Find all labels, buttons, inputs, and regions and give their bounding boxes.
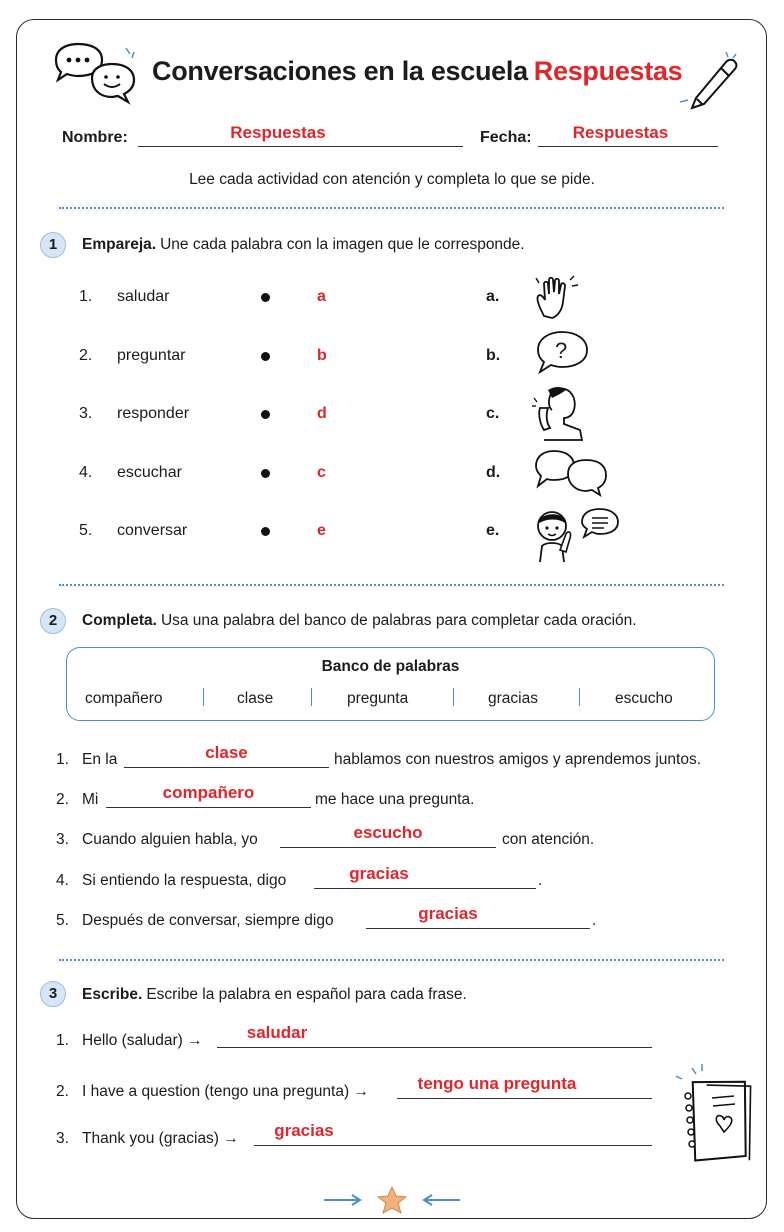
match-letter: b. — [486, 347, 501, 364]
match-answer: c — [317, 464, 326, 481]
word-bank — [66, 647, 715, 721]
sentence-before: Después de conversar, siempre digo — [82, 912, 334, 929]
match-dot[interactable] — [261, 293, 270, 302]
match-letter: e. — [486, 522, 500, 539]
sentence-blank[interactable] — [106, 783, 311, 808]
word-bank-separator — [203, 688, 204, 706]
match-word: conversar — [117, 522, 188, 539]
section-1-number: 1 — [40, 232, 66, 258]
sentence-before: Cuando alguien habla, yo — [82, 831, 258, 848]
section-1-heading — [82, 236, 525, 254]
sentence-answer: gracias — [349, 864, 409, 883]
match-letter: d. — [486, 464, 501, 481]
translate-blank[interactable] — [217, 1023, 652, 1048]
section-3-instruction: Escribe la palabra en español para cada frase. — [146, 986, 467, 1003]
translate-prompt: I have a question (tengo una pregunta) → — [82, 1083, 369, 1100]
match-answer: d — [317, 405, 327, 422]
name-field[interactable] — [138, 123, 463, 147]
section-1-instruction: Une cada palabra con la imagen que le corresponde. — [160, 236, 525, 253]
date-value: Respuestas — [572, 123, 669, 142]
divider — [59, 207, 724, 209]
sentence-answer: clase — [205, 743, 248, 762]
match-word: escuchar — [117, 464, 182, 481]
translate-answer: saludar — [246, 1023, 308, 1042]
word-bank-item: compañero — [85, 690, 163, 707]
name-label: Nombre: — [62, 129, 128, 146]
sentence-answer: escucho — [353, 823, 423, 842]
sentence-answer: gracias — [418, 904, 478, 923]
section-2-instruction: Usa una palabra del banco de palabras para completar cada oración. — [160, 612, 637, 629]
page-title — [152, 56, 682, 87]
sentence-number: 2. — [56, 791, 69, 808]
translate-prompt: Thank you (gracias) → — [82, 1130, 239, 1147]
match-letter: c. — [486, 405, 500, 422]
section-2-heading — [82, 612, 637, 630]
sentence-number: 4. — [56, 872, 69, 889]
match-number: 5. — [79, 522, 93, 539]
word-bank-item: pregunta — [347, 690, 409, 707]
section-3-title: Escribe. — [82, 986, 143, 1003]
sentence-before: Si entiendo la respuesta, digo — [82, 872, 287, 889]
title-answer: Respuestas — [533, 56, 683, 86]
match-number: 4. — [79, 464, 93, 481]
divider — [59, 959, 724, 961]
match-answer: e — [317, 522, 326, 539]
translate-prompt: Hello (saludar) → — [82, 1032, 203, 1049]
name-value: Respuestas — [230, 123, 326, 142]
conversation-bubbles-icon — [532, 448, 610, 496]
section-2-title: Completa. — [82, 612, 157, 629]
match-number: 3. — [79, 405, 93, 422]
translate-answer: tengo una pregunta — [417, 1074, 577, 1093]
instructions: Lee cada actividad con atención y completa lo que se pide. — [189, 171, 595, 188]
word-bank-item: clase — [237, 690, 274, 707]
sentence-blank[interactable] — [280, 823, 496, 848]
match-dot[interactable] — [261, 527, 270, 536]
translate-blank[interactable] — [254, 1121, 652, 1146]
section-3-number: 3 — [40, 981, 66, 1007]
chat-bubbles-icon — [50, 42, 140, 106]
question-mark: ? — [555, 338, 568, 363]
waving-hand-icon — [530, 272, 590, 322]
listening-person-icon — [530, 384, 590, 442]
pencil-icon — [678, 50, 742, 110]
translate-number: 1. — [56, 1032, 69, 1049]
match-word: responder — [117, 405, 190, 422]
sentence-after: me hace una pregunta. — [315, 791, 475, 808]
translate-blank[interactable] — [397, 1074, 652, 1099]
star-ornament-icon — [320, 1184, 464, 1216]
word-bank-separator — [453, 688, 454, 706]
word-bank-item: gracias — [488, 690, 538, 707]
notebook-icon — [668, 1062, 754, 1170]
section-1-title: Empareja. — [82, 236, 157, 253]
divider — [59, 584, 724, 586]
match-dot[interactable] — [261, 352, 270, 361]
match-number: 1. — [79, 288, 93, 305]
match-word: saludar — [117, 288, 170, 305]
translate-number: 3. — [56, 1130, 69, 1147]
word-bank-separator — [579, 688, 580, 706]
sentence-number: 5. — [56, 912, 69, 929]
sentence-before: En la — [82, 751, 118, 768]
word-bank-title: Banco de palabras — [321, 658, 460, 675]
sentence-after: . — [592, 912, 597, 929]
date-label: Fecha: — [480, 129, 532, 146]
sentence-blank[interactable] — [124, 743, 329, 768]
match-number: 2. — [79, 347, 93, 364]
sentence-number: 3. — [56, 831, 69, 848]
sentence-number: 1. — [56, 751, 69, 768]
translate-number: 2. — [56, 1083, 69, 1100]
match-dot[interactable] — [261, 410, 270, 419]
sentence-answer: compañero — [162, 783, 255, 802]
sentence-after: . — [538, 872, 543, 889]
word-bank-separator — [311, 688, 312, 706]
sentence-before: Mi — [82, 791, 99, 808]
sentence-after: hablamos con nuestros amigos y aprendemos juntos. — [334, 751, 702, 768]
talking-child-icon — [530, 504, 622, 564]
word-bank-item: escucho — [615, 690, 673, 707]
match-answer: a — [317, 288, 326, 305]
section-2-number: 2 — [40, 608, 66, 634]
match-letter: a. — [486, 288, 500, 305]
title-text: Conversaciones en la escuela — [152, 56, 528, 86]
translate-answer: gracias — [274, 1121, 334, 1140]
sentence-blank[interactable] — [366, 904, 590, 929]
sentence-blank[interactable] — [314, 864, 536, 889]
section-3-heading — [82, 986, 467, 1004]
match-dot[interactable] — [261, 469, 270, 478]
date-field[interactable] — [538, 123, 718, 147]
match-word: preguntar — [117, 347, 186, 364]
sentence-after: con atención. — [502, 831, 595, 848]
match-answer: b — [317, 347, 327, 364]
